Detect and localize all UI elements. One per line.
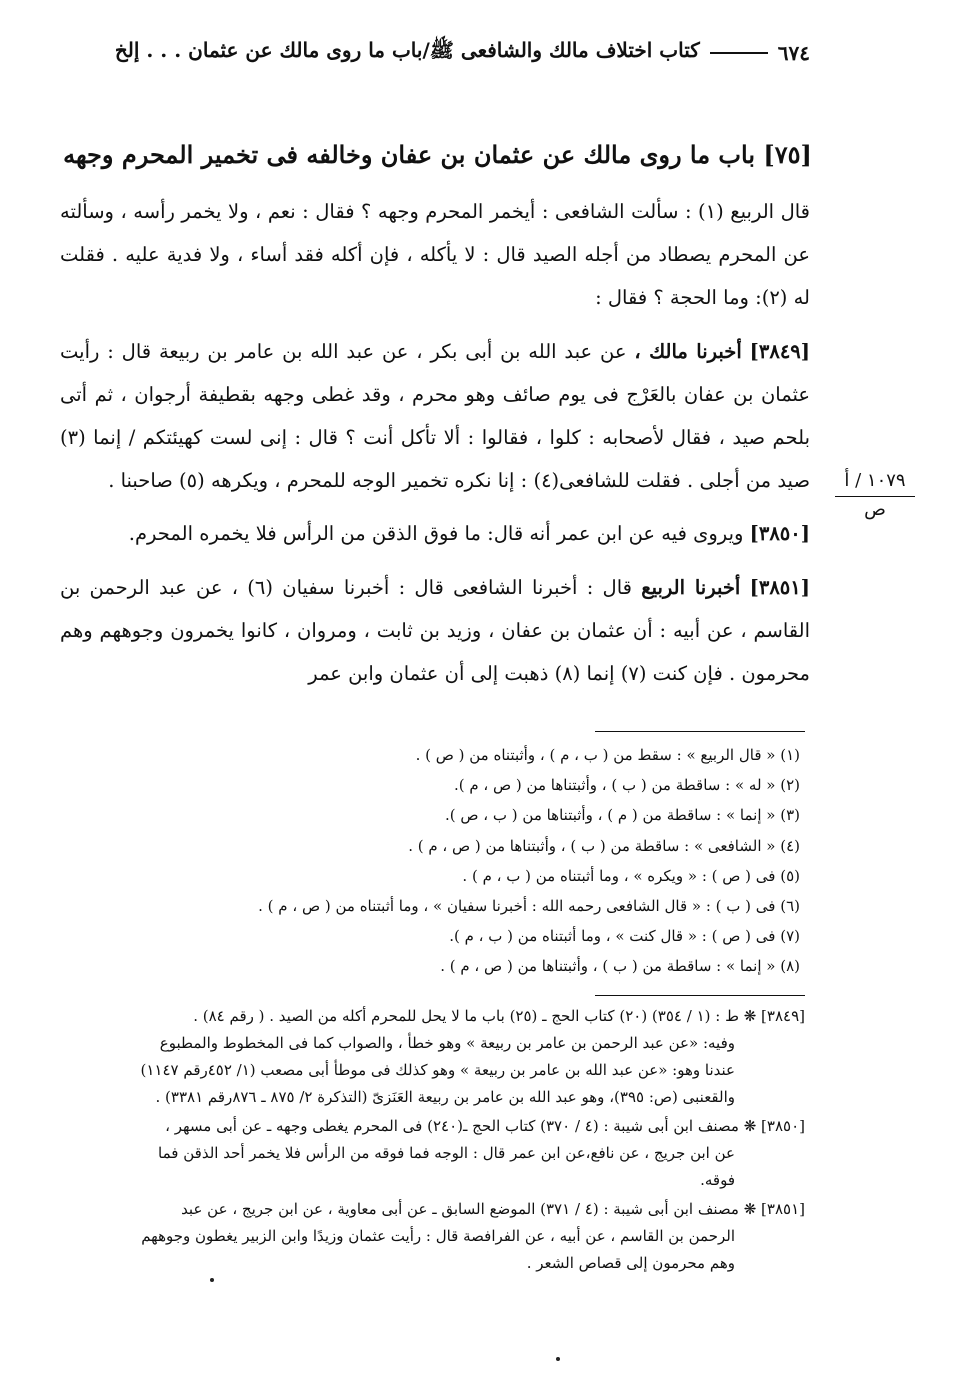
paragraph-lead: أخبرنا الربيع — [641, 575, 741, 599]
folio-reference: ١٠٧٩ / أ — [835, 468, 915, 497]
paragraph-3850 — [60, 512, 810, 555]
footnote: (١) « قال الربيع » : سقط من ( ب ، م ) ، وأثبتناه من ( ص ) . — [415, 746, 800, 764]
hadith-number: [٣٨٥١] — [749, 575, 810, 599]
footnote: (٣) « إنما » : ساقطة من ( م ) ، وأثبتناها من ( ب ، ص ). — [444, 806, 800, 825]
footnote: (٧) فى ( ص ) : « قال كنت » ، وما أثبتناه من ( ب ، م ). — [449, 927, 800, 946]
paragraph-text: قال : أخبرنا الشافعى قال : أخبرنا سفيان (٦) ، عن عبد الرحمن بن القاسم ، عن أبيه : أن عثمان بن عفان ، وزيد بن ثابت ، ومروان ، كانوا يخمرون وجوههم وهم محرمون . فإن كنت (٧) إنما (٨) ذهبت إلى أن عثمان وابن عمر — [60, 575, 810, 686]
hadith-number: [٣٨٤٩] — [749, 339, 811, 363]
page-number: ٦٧٤ — [777, 40, 810, 65]
scan-speck — [556, 1357, 560, 1361]
source-references — [60, 1003, 805, 1279]
paragraph-text: قال الربيع (١) : سألت الشافعى : أيخمر المحرم وجهه ؟ فقال : نعم ، ولا يخمر رأسه ، وسألته عن المحرم يصطاد من أجله الصيد قال : لا يأكله ، فإن أكله فقد أساء ، ولا فدية عليه . فقلت له (٢): وما الحجة ؟ فقال : — [60, 200, 811, 310]
footnote: (٢) « له » : ساقطة من ( ب ) ، وأثبتناها من ( ص ، م ). — [453, 776, 800, 795]
paragraph-intro — [60, 190, 810, 320]
footnotes — [60, 740, 800, 982]
running-title: كتاب اختلاف مالك والشافعى ﷺ/باب ما روى مالك عن عثمان . . . إلخ — [114, 38, 700, 62]
source-line: والقعنبى (ص: ٣٩٥)، وهو عبد الله بن عامر بن ربيعة العَنَزىّ (التذكرة ٢/ ٨٧٥ ـ ٨٧٦رقم ٣٣٨١) . — [155, 1088, 735, 1106]
chapter-heading: [٧٥] باب ما روى مالك عن عثمان بن عفان وخالفه فى تخمير المحرم وجهه — [63, 140, 812, 169]
paragraph-text: عن عبد الله بن أبى بكر ، عن عبد الله بن عامر بن ربيعة قال : رأيت عثمان بن عفان بالعَرْج فى يوم صائف وهو محرم ، وقد غطى وجهه بقطيفة أرجوان ، ثم أتى بلحم صيد ، فقال لأصحابه : كلوا ، فقالوا : ألا تأكل أنت ؟ قال : إنى لست كهيئتكم / إنما (٣) صيد من أجلى . فقلت للشافعى(٤) : إنا نكره تخمير الوجه للمحرم ، ويكرهه (٥) صاحبنا . — [60, 339, 810, 493]
footnote: (٥) فى ( ص ) : « ويكره » ، وما أثبتناه من ( ب ، م ) . — [462, 866, 800, 885]
source-line: عندنا وهو: «عن عبد الله بن عامر بن ربيعة » وهو كذلك فى موطأ أبى مصعب (١/ ٤٥٢رقم ١١٤٧) — [140, 1061, 735, 1079]
source-line: [٣٨٥١] ❋ مصنف ابن أبى شيبة : (٤ / ٣٧١) الموضع السابق ـ عن أبى معاوية ، عن ابن جريج ، عن عبد — [181, 1200, 805, 1218]
sources-rule — [595, 995, 805, 996]
running-header — [60, 38, 810, 67]
paragraph-lead: أخبرنا مالك ، — [634, 339, 742, 363]
source-entry-3850 — [60, 1113, 805, 1194]
source-entry-3851 — [60, 1196, 805, 1277]
source-line: [٣٨٥٠] ❋ مصنف ابن أبى شيبة : (٤ / ٣٧٠) كتاب الحج ـ(٢٤٠) فى المحرم يغطى وجهه ـ عن أبى مسهر ، — [165, 1117, 805, 1135]
hadith-number: [٣٨٥٠] — [749, 522, 810, 546]
paragraph-3849 — [60, 330, 810, 503]
footnote: (٤) « الشافعى » : ساقطة من ( ب ) ، وأثبتناها من ( ص ، م ) . — [408, 836, 800, 855]
paragraph-3851 — [60, 566, 810, 696]
manuscript-margin-note — [835, 468, 915, 523]
source-line: الرحمن بن القاسم ، عن أبيه ، عن الفرافصة قال : رأيت عثمان وزيدًا وابن الزبير يغطون وجوههم — [141, 1227, 735, 1245]
footnote: (٦) فى ( ب ) : « قال الشافعى رحمه الله : أخبرنا سفيان » ، وما أثبتناه من ( ص ، م ) . — [258, 897, 800, 916]
source-line: [٣٨٤٩] ❋ ط : (١ / ٣٥٤) (٢٠) كتاب الحج ـ (٢٥) باب ما لا يحل للمحرم أكله من الصيد . ( رقم ٨٤) . — [193, 1007, 805, 1025]
scan-speck — [210, 1278, 214, 1282]
footnote-rule — [595, 731, 805, 732]
main-text — [60, 190, 810, 705]
source-line: وهم محرمون إلى قصاص الشعر . — [526, 1254, 735, 1272]
paragraph-text: ويروى فيه عن ابن عمر أنه قال: ما فوق الذقن من الرأس فلا يخمره المحرم. — [128, 522, 744, 546]
source-entry-3849 — [60, 1003, 805, 1111]
source-line: وفيه: «عن عبد الرحمن بن عامر بن ربيعة » وهو خطأ ، والصواب كما فى المخطوط والمطبوع — [159, 1034, 735, 1052]
source-line: فوقه. — [700, 1171, 735, 1189]
footnote: (٨) « إنما » : ساقطة من ( ب ) ، وأثبتناها من ( ص ، م ) . — [440, 957, 800, 976]
manuscript-siglum: ص — [864, 499, 886, 520]
source-line: عن ابن جريج ، عن نافع،عن ابن عمر قال : الوجه فما فوقه من الرأس فلا يخمر أحد الذقن فما — [158, 1144, 735, 1162]
header-rule — [710, 52, 768, 54]
